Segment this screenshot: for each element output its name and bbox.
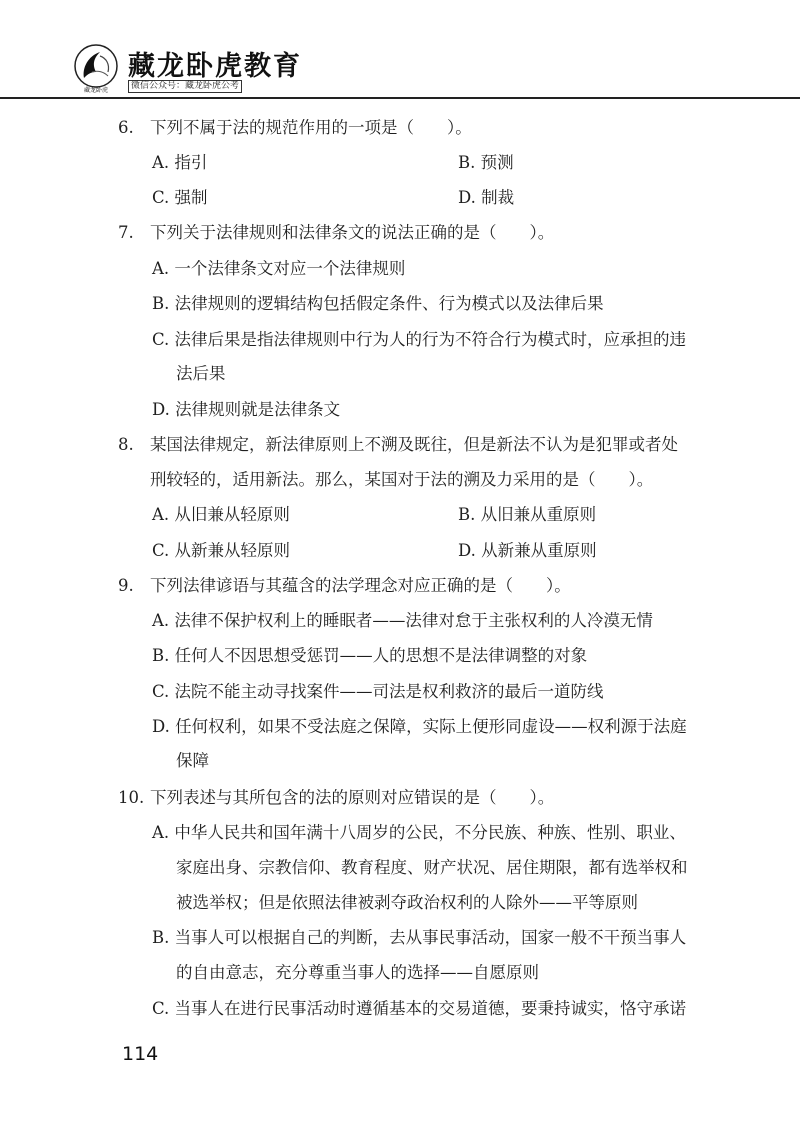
option-c (152, 681, 604, 703)
option-b (152, 293, 604, 315)
option-text: 强制 (174, 188, 208, 207)
option-c (152, 998, 686, 1020)
option-a (152, 152, 207, 174)
option-b (458, 504, 596, 526)
question-stem: 下列关于法律规则和法律条文的说法正确的是（ ）。 (150, 223, 555, 242)
page-number: 114 (122, 1043, 159, 1065)
brand-name: 藏龙卧虎教育 (128, 51, 302, 82)
option-text: 从新兼从轻原则 (174, 541, 291, 560)
question-number: 6. (118, 118, 134, 137)
option-b (458, 152, 514, 174)
question-number: 8. (118, 435, 134, 454)
option-text: 当事人可以根据自己的判断，去从事民事活动，国家一般不干预当事人 (174, 928, 687, 947)
option-label: A. (152, 823, 170, 842)
option-a (152, 610, 653, 632)
option-label: B. (152, 294, 170, 313)
brand-logo-icon (70, 42, 122, 94)
option-text: 法律规则的逻辑结构包括假定条件、行为模式以及法律后果 (174, 294, 604, 313)
option-a (152, 258, 405, 280)
option-label: A. (152, 259, 170, 278)
option-label: A. (152, 153, 170, 172)
question-stem: 某国法律规定，新法律原则上不溯及既往，但是新法不认为是犯罪或者处 (150, 435, 678, 454)
option-d-continued: 保障 (176, 751, 209, 770)
question-number: 10. (118, 788, 145, 807)
option-label: A. (152, 611, 170, 630)
option-label: D. (152, 400, 170, 419)
option-text: 制裁 (481, 188, 515, 207)
option-text: 一个法律条文对应一个法律规则 (174, 259, 406, 278)
option-text: 指引 (174, 153, 208, 172)
logo-caption: 藏龙卧虎 (83, 87, 109, 94)
option-label: B. (458, 505, 476, 524)
option-label: C. (152, 682, 170, 701)
brand-subtitle: 微信公众号：藏龙卧虎公考 (128, 80, 242, 93)
option-label: C. (152, 330, 170, 349)
option-label: A. (152, 505, 170, 524)
option-label: D. (458, 188, 476, 207)
option-a-continued: 被选举权；但是依照法律被剥夺政治权利的人除外——平等原则 (176, 893, 638, 912)
option-label: C. (152, 999, 170, 1018)
option-text: 中华人民共和国年满十八周岁的公民，不分民族、种族、性别、职业、 (174, 823, 686, 842)
option-c (152, 187, 208, 209)
option-text: 法院不能主动寻找案件——司法是权利救济的最后一道防线 (174, 682, 604, 701)
option-label: C. (152, 188, 170, 207)
option-d (458, 540, 597, 562)
option-label: C. (152, 541, 170, 560)
option-a (152, 822, 686, 844)
question-stem: 下列不属于法的规范作用的一项是（ ）。 (150, 118, 472, 137)
question-number: 7. (118, 223, 134, 242)
option-text: 法律规则就是法律条文 (175, 400, 341, 419)
header-divider (0, 97, 800, 99)
option-b-continued: 的自由意志，充分尊重当事人的选择——自愿原则 (176, 963, 539, 982)
option-text: 法律不保护权利上的睡眠者——法律对怠于主张权利的人冷漠无情 (174, 611, 653, 630)
option-c (152, 540, 290, 562)
option-label: D. (152, 717, 170, 736)
option-b (152, 645, 587, 667)
option-label: D. (458, 541, 476, 560)
option-label: B. (152, 646, 170, 665)
option-text: 任何权利，如果不受法庭之保障，实际上便形同虚设——权利源于法庭 (175, 717, 687, 736)
option-text: 当事人在进行民事活动时遵循基本的交易道德，要秉持诚实，恪守承诺 (174, 999, 687, 1018)
option-a (152, 504, 290, 526)
option-text: 任何人不因思想受惩罚——人的思想不是法律调整的对象 (174, 646, 588, 665)
option-c-continued: 法后果 (176, 364, 226, 383)
option-label: B. (152, 928, 170, 947)
option-text: 法律后果是指法律规则中行为人的行为不符合行为模式时，应承担的违 (174, 330, 687, 349)
option-text: 从旧兼从轻原则 (174, 505, 290, 524)
question-stem-continued: 刑较轻的，适用新法。那么，某国对于法的溯及力采用的是（ ）。 (150, 470, 654, 489)
option-text: 预测 (480, 153, 514, 172)
question-number: 9. (118, 576, 134, 595)
option-c (152, 329, 686, 351)
option-label: B. (458, 153, 476, 172)
option-d (152, 716, 687, 738)
option-b (152, 927, 686, 949)
question-stem: 下列法律谚语与其蕴含的法学理念对应正确的是（ ）。 (150, 576, 571, 595)
option-d (152, 399, 340, 421)
page-header (0, 0, 800, 100)
option-text: 从旧兼从重原则 (480, 505, 597, 524)
question-stem: 下列表述与其所包含的法的原则对应错误的是（ ）。 (150, 788, 555, 807)
option-d (458, 187, 514, 209)
option-text: 从新兼从重原则 (481, 541, 597, 560)
option-a-continued: 家庭出身、宗教信仰、教育程度、财产状况、居住期限，都有选举权和 (176, 858, 688, 877)
